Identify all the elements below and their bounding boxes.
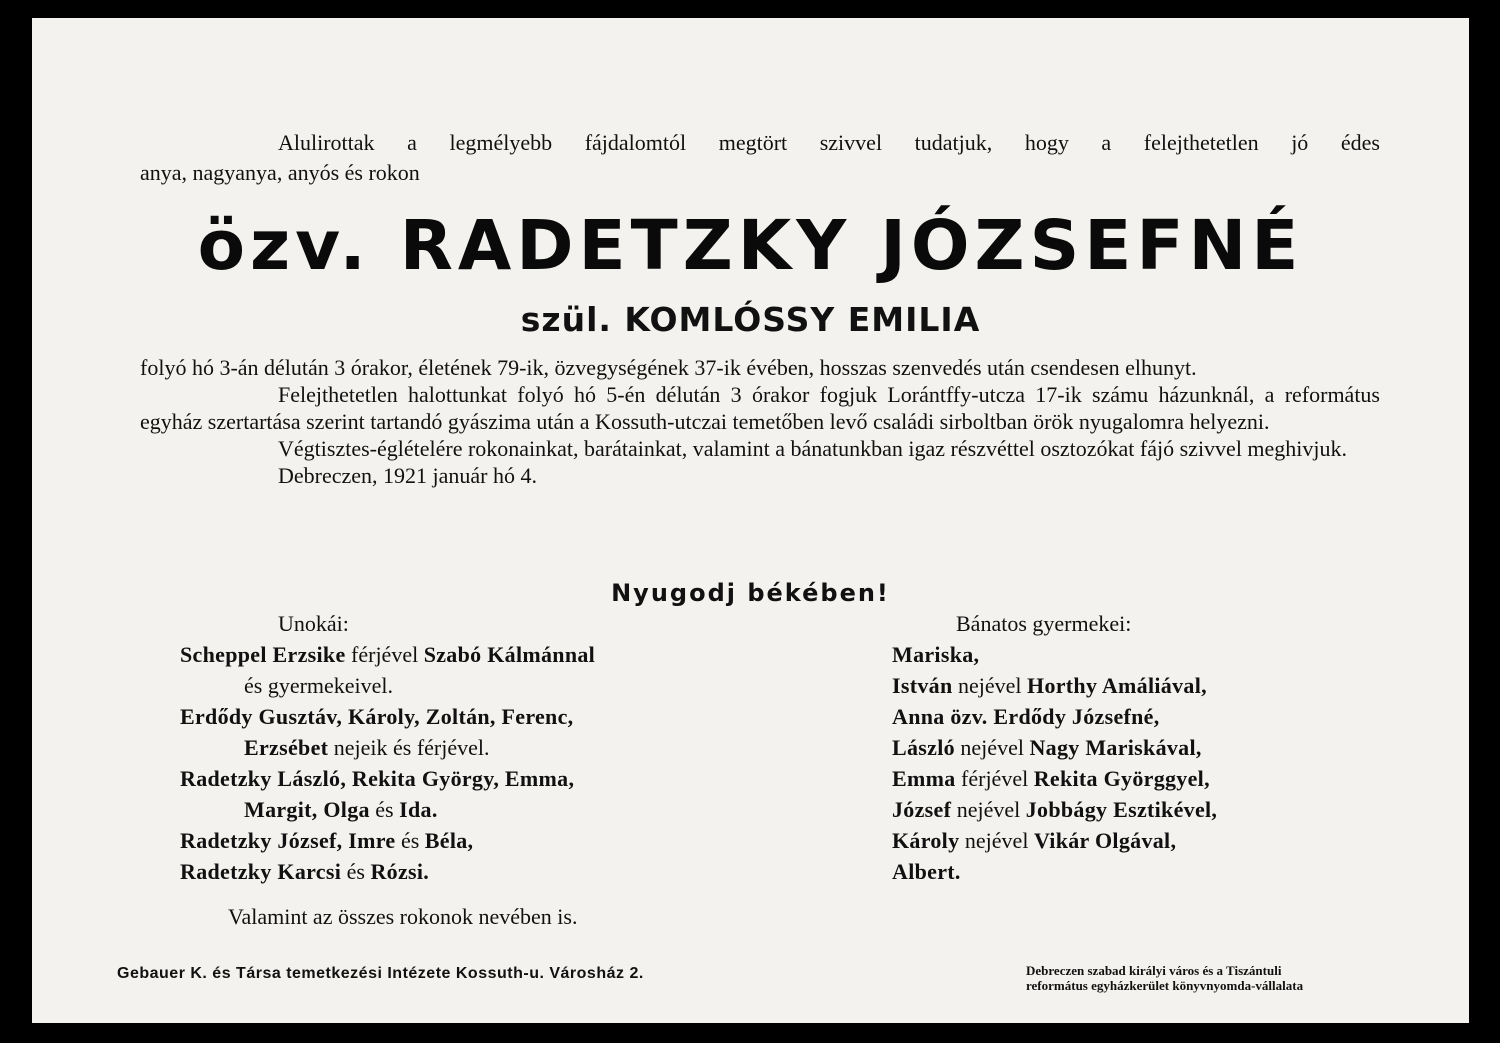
list-item: Erzsébet nejeik és férjével. [244, 735, 490, 760]
maiden-name: szül. KOMLÓSSY EMILIA [520, 300, 981, 339]
printer-line-1: Debreczen szabad királyi város és a Tiszántuli [1026, 963, 1282, 978]
grandchildren-list [180, 608, 595, 887]
list-item: Scheppel Erzsike férjével Szabó Kálmánnal [180, 642, 596, 667]
paragraph-invitation: Végtisztes-églételére rokonainkat, barátainkat, valamint a bánatunkban igaz részvéttel osztozókat fájó szivvel meghivjuk. [278, 436, 1348, 461]
intro-text [140, 128, 1380, 188]
list-item: József nejével Jobbágy Esztikével, [892, 797, 1218, 822]
date-line: Debreczen, 1921 január hó 4. [278, 463, 538, 488]
list-item: László nejével Nagy Mariskával, [892, 735, 1202, 760]
announcement-body [140, 354, 1380, 489]
undertaker-imprint: Gebauer K. és Társa temetkezési Intézete Kossuth-u. Városház 2. [117, 965, 644, 982]
printer-line-2: református egyházkerület könyvnyomda-vállalata [1026, 978, 1304, 993]
children-heading: Bánatos gyermekei: [956, 611, 1132, 636]
intro-line-2: anya, nagyanya, anyós és rokon [140, 160, 420, 185]
list-item: Radetzky József, Imre és Béla, [180, 828, 474, 853]
list-item: Radetzky Karcsi és Rózsi. [180, 859, 430, 884]
list-item: Anna özv. Erdődy Józsefné, [892, 704, 1160, 729]
deceased-name: özv. RADETZKY JÓZSEFNÉ [197, 206, 1304, 286]
list-item: Margit, Olga és Ida. [244, 797, 438, 822]
list-item: István nejével Horthy Amáliával, [892, 673, 1207, 698]
children-list [892, 608, 1217, 887]
obituary-card [32, 18, 1469, 1023]
list-item: és gyermekeivel. [244, 673, 394, 698]
list-item: Mariska, [892, 642, 980, 667]
intro-line-1: Alulirottak a legmélyebb fájdalomtól megtört szivvel tudatjuk, hogy a felejthetetlen jó édes [278, 130, 1380, 155]
list-item: Erdődy Gusztáv, Károly, Zoltán, Ferenc, [180, 704, 574, 729]
list-item: Albert. [892, 859, 961, 884]
paragraph-funeral: Felejthetetlen halottunkat folyó hó 5-én délután 3 órakor fogjuk Lorántffy-utcza 17-ik számu házunknál, a református egyház szertartása szerint tartandó gyászima után a Kossuth-utczai temetőben levő családi sirboltban örök nyugalomra helyezni. [140, 382, 1380, 434]
paragraph-death: folyó hó 3-án délután 3 órakor, életének 79-ik, özvegységének 37-ik évében, hosszas szenvedés után csendesen elhunyt. [140, 355, 1197, 380]
list-item: Emma férjével Rekita Györggyel, [892, 766, 1210, 791]
printer-imprint [1026, 963, 1426, 993]
list-item: Radetzky László, Rekita György, Emma, [180, 766, 575, 791]
grandchildren-heading: Unokái: [278, 611, 349, 636]
list-item: Károly nejével Vikár Olgával, [892, 828, 1177, 853]
closing-line: Valamint az összes rokonok nevében is. [228, 904, 578, 929]
rest-in-peace: Nyugodj békében! [611, 579, 890, 607]
